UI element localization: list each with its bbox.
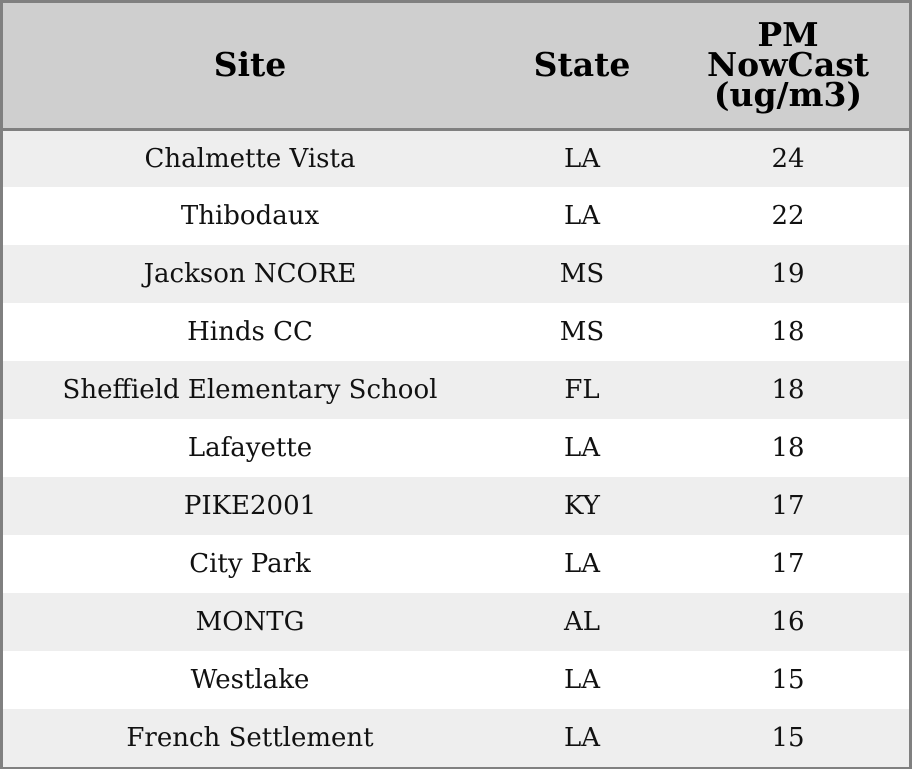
- state-cell: AL: [563, 607, 601, 637]
- pm-value-cell: 18: [771, 317, 805, 347]
- state-cell: KY: [564, 491, 600, 521]
- state-cell: LA: [563, 723, 601, 753]
- table-row: [3, 187, 909, 245]
- table-row: [3, 477, 909, 535]
- column-header-site: Site: [3, 3, 497, 129]
- site-cell: Thibodaux: [180, 201, 320, 231]
- state-cell: LA: [563, 549, 601, 579]
- state-cell: LA: [563, 201, 601, 231]
- table-row: [3, 303, 909, 361]
- state-cell: MS: [559, 317, 605, 347]
- state-cell: LA: [563, 143, 601, 174]
- pm-value-cell: 15: [771, 723, 805, 753]
- table-row: [3, 419, 909, 477]
- site-cell: Lafayette: [187, 433, 313, 463]
- state-cell: LA: [563, 433, 601, 463]
- pm-value-cell: 17: [771, 491, 805, 521]
- pm-value-cell: 24: [771, 143, 805, 174]
- site-cell: MONTG: [195, 607, 305, 637]
- table-body: [3, 129, 909, 767]
- state-cell: LA: [563, 665, 601, 695]
- table-row: [3, 245, 909, 303]
- pm-value-cell: 18: [771, 433, 805, 463]
- site-cell: Westlake: [190, 665, 310, 695]
- table-row: [3, 361, 909, 419]
- site-cell: Hinds CC: [187, 317, 313, 347]
- column-header-pm-nowcast: PM NowCast (ug/m3): [667, 3, 909, 129]
- pm-value-cell: 16: [771, 607, 805, 637]
- table-row: [3, 535, 909, 593]
- site-cell: Chalmette Vista: [144, 143, 356, 174]
- pm-value-cell: 15: [771, 665, 805, 695]
- table-row: [3, 593, 909, 651]
- site-cell: City Park: [189, 549, 311, 579]
- table-row: [3, 129, 909, 187]
- table-row: [3, 709, 909, 767]
- site-cell: Jackson NCORE: [143, 259, 357, 289]
- site-cell: Sheffield Elementary School: [62, 375, 438, 405]
- table-row: [3, 651, 909, 709]
- pm-value-cell: 19: [771, 259, 805, 289]
- pm-value-cell: 17: [771, 549, 805, 579]
- site-cell: French Settlement: [126, 723, 374, 753]
- pm-nowcast-table: [3, 3, 909, 767]
- pm-value-cell: 18: [771, 375, 805, 405]
- site-cell: PIKE2001: [183, 491, 317, 521]
- state-cell: FL: [564, 375, 600, 405]
- header-row: [3, 3, 909, 129]
- state-cell: MS: [559, 259, 605, 289]
- table-header: [3, 3, 909, 129]
- pm-value-cell: 22: [771, 201, 805, 231]
- column-header-state: State: [497, 3, 667, 129]
